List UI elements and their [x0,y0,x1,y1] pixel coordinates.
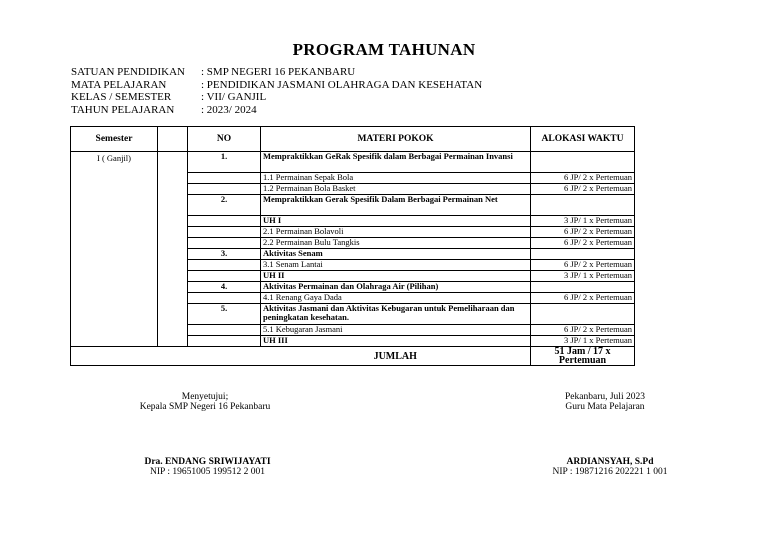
waktu-cell [531,195,635,216]
no-cell [188,238,261,249]
waktu-cell: 6 JP/ 2 x Pertemuan [531,173,635,184]
waktu-cell: 6 JP/ 2 x Pertemuan [531,184,635,195]
info-label: SATUAN PENDIDIKAN [71,66,185,78]
teacher-position: Guru Mata Pelajaran [565,402,645,412]
waktu-cell: 6 JP/ 2 x Pertemuan [531,238,635,249]
info-row [71,91,482,104]
table-row [71,152,635,173]
no-cell [188,173,261,184]
header-blank [158,127,188,152]
waktu-cell [531,249,635,260]
no-cell [188,336,261,347]
no-cell [188,184,261,195]
page-title: PROGRAM TAHUNAN [292,40,476,59]
materi-cell: 1.1 Permainan Sepak Bola [261,173,531,184]
semester-cell: I ( Ganjil) [71,152,158,347]
right-signature-block [530,392,680,412]
materi-cell: 4.1 Renang Gaya Dada [261,293,531,304]
waktu-cell [531,304,635,325]
materi-cell: 1.2 Permainan Bola Basket [261,184,531,195]
no-cell [188,293,261,304]
no-cell: 2. [188,195,261,216]
total-row [71,347,635,366]
no-cell: 1. [188,152,261,173]
total-label: JUMLAH [261,347,531,366]
total-blank [71,347,261,366]
left-signature-block [130,392,280,412]
waktu-cell: 3 JP/ 1 x Pertemuan [531,271,635,282]
table-body [71,152,635,366]
info-row [71,79,482,92]
program-table [70,126,635,366]
waktu-cell: 6 JP/ 2 x Pertemuan [531,325,635,336]
waktu-cell: 6 JP/ 2 x Pertemuan [531,260,635,271]
materi-cell: 3.1 Senam Lantai [261,260,531,271]
info-label: MATA PELAJARAN [71,78,167,91]
teacher-name: ARDIANSYAH, S.Pd [566,457,654,467]
waktu-cell: 3 JP/ 1 x Pertemuan [531,336,635,347]
waktu-cell [531,152,635,173]
no-cell: 4. [188,282,261,293]
materi-cell: Aktivitas Permainan dan Olahraga Air (Pilihan) [261,282,531,293]
materi-cell: Mempraktikkan GeRak Spesifik dalam Berbagai Permainan Invansi [261,152,531,173]
waktu-cell [531,282,635,293]
materi-cell: UH II [261,271,531,282]
document-info [71,66,482,116]
total-value: 51 Jam / 17 x Pertemuan [531,347,635,366]
no-cell: 3. [188,249,261,260]
info-value: : 2023/ 2024 [201,103,257,116]
header-materi: MATERI POKOK [261,127,531,152]
materi-cell: 2.1 Permainan Bolavoli [261,227,531,238]
no-cell [188,325,261,336]
approver-nip: NIP : 19651005 199512 2 001 [150,467,265,477]
no-cell: 5. [188,304,261,325]
waktu-cell: 6 JP/ 2 x Pertemuan [531,293,635,304]
no-cell [188,271,261,282]
materi-cell: UH III [261,336,531,347]
header-alokasi: ALOKASI WAKTU [531,127,635,152]
materi-cell: Aktivitas Senam [261,249,531,260]
materi-cell: 5.1 Kebugaran Jasmani [261,325,531,336]
header-semester: Semester [71,127,158,152]
info-value: : VII/ GANJIL [201,91,267,103]
no-cell [188,216,261,227]
right-signer [530,457,690,477]
materi-cell: Mempraktikkan Gerak Spesifik Dalam Berbagai Permainan Net [261,195,531,216]
table-header-row [71,127,635,152]
info-row [71,104,482,117]
materi-cell: Aktivitas Jasmani dan Aktivitas Kebugaran untuk Pemeliharaan dan peningkatan kesehatan. [261,304,531,325]
left-signer [125,457,290,477]
info-row [71,66,482,79]
materi-cell: 2.2 Permainan Bulu Tangkis [261,238,531,249]
info-label: KELAS / SEMESTER [71,91,172,103]
header-no: NO [188,127,261,152]
info-value: : SMP NEGERI 16 PEKANBARU [201,66,356,78]
no-cell [188,260,261,271]
approver-name: Dra. ENDANG SRIWIJAYATI [144,457,271,467]
approver-position: Kepala SMP Negeri 16 Pekanbaru [139,402,271,412]
info-label: TAHUN PELAJARAN [71,103,175,116]
approval-label: Menyetujui; [181,392,229,402]
materi-cell: UH I [261,216,531,227]
no-cell [188,227,261,238]
waktu-cell: 6 JP/ 2 x Pertemuan [531,227,635,238]
place-date: Pekanbaru, Juli 2023 [565,392,645,402]
waktu-cell: 3 JP/ 1 x Pertemuan [531,216,635,227]
teacher-nip: NIP : 19871216 202221 1 001 [552,467,668,477]
info-value: : PENDIDIKAN JASMANI OLAHRAGA DAN KESEHATAN [201,78,483,91]
blank-cell [158,152,188,347]
